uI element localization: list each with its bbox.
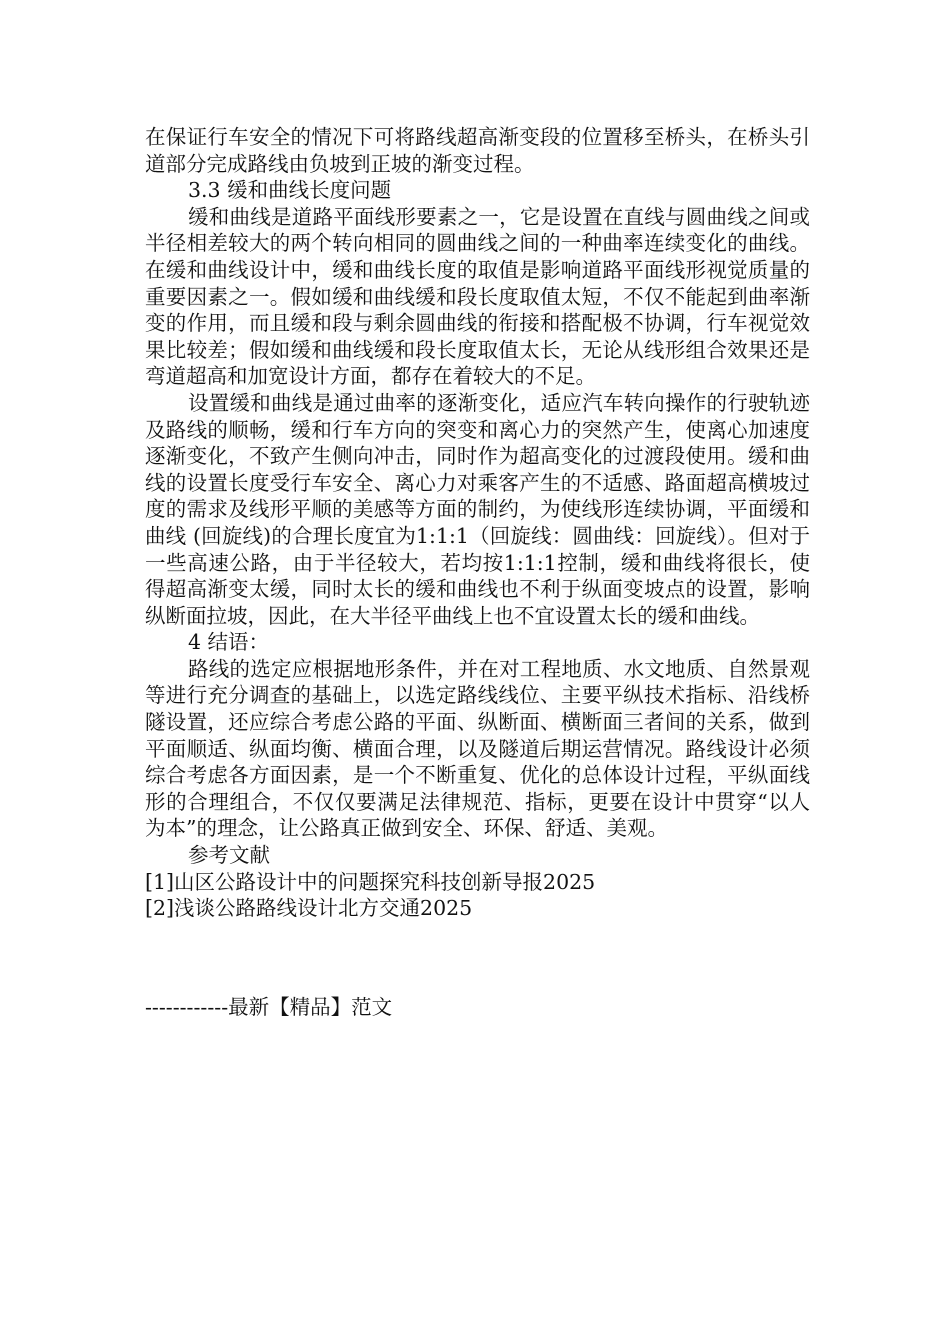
- document-body: [145, 124, 810, 922]
- reference-item-1: [1]山区公路设计中的问题探究科技创新导报2025: [145, 869, 596, 894]
- reference-item-2: [2]浅谈公路路线设计北方交通2025: [145, 896, 473, 921]
- paragraph-transition-curve-definition: 缓和曲线是道路平面线形要素之一，它是设置在直线与圆曲线之间或半径相差较大的两个转向相同的圆曲线之间的一种曲率连续变化的曲线。在缓和曲线设计中，缓和曲线长度的取值是影响道路平面线形视觉质量的重要因素之一。假如缓和曲线缓和段长度取值太短，不仅不能起到曲率渐变的作用，而且缓和段与剩余圆曲线的衔接和搭配极不协调，行车视觉效果比较差；假如缓和曲线缓和段长度取值太长，无论从线形组合效果还是弯道超高和加宽设计方面，都存在着较大的不足。: [145, 204, 810, 389]
- paragraph-continuation: 在保证行车安全的情况下可将路线超高渐变段的位置移至桥头，在桥头引道部分完成路线由负坡到正坡的渐变过程。: [145, 125, 810, 176]
- footer-banner: ------------最新【精品】范文: [145, 995, 393, 1019]
- section-heading-3-3: 3.3 缓和曲线长度问题: [188, 178, 392, 203]
- section-heading-conclusion: 4 结语：: [188, 630, 270, 655]
- paragraph-transition-curve-setting: 设置缓和曲线是通过曲率的逐渐变化，适应汽车转向操作的行驶轨迹及路线的顺畅，缓和行车方向的突变和离心力的突然产生，使离心加速度逐渐变化，不致产生侧向冲击，同时作为超高变化的过渡段使用。缓和曲线的设置长度受行车安全、离心力对乘客产生的不适感、路面超高横坡过度的需求及线形平顺的美感等方面的制约，为使线形连续协调，平面缓和曲线 (回旋线)的合理长度宜为1:1:1（回旋线：圆曲线：回旋线）。但对于一些高速公路，由于半径较大，若均按1:1:1控制，缓和曲线将很长，使得超高渐变太缓，同时太长的缓和曲线也不利于纵面变坡点的设置，影响纵断面拉坡，因此，在大半径平曲线上也不宜设置太长的缓和曲线。: [145, 390, 810, 628]
- references-heading: 参考文献: [188, 843, 270, 868]
- paragraph-conclusion: 路线的选定应根据地形条件，并在对工程地质、水文地质、自然景观等进行充分调查的基础上，以选定路线线位、主要平纵技术指标、沿线桥隧设置，还应综合考虑公路的平面、纵断面、横断面三者间的关系，做到平面顺适、纵面均衡、横面合理，以及隧道后期运营情况。路线设计必须综合考虑各方面因素，是一个不断重复、优化的总体设计过程，平纵面线形的合理组合，不仅仅要满足法律规范、指标，更要在设计中贯穿“以人为本”的理念，让公路真正做到安全、环保、舒适、美观。: [145, 656, 810, 841]
